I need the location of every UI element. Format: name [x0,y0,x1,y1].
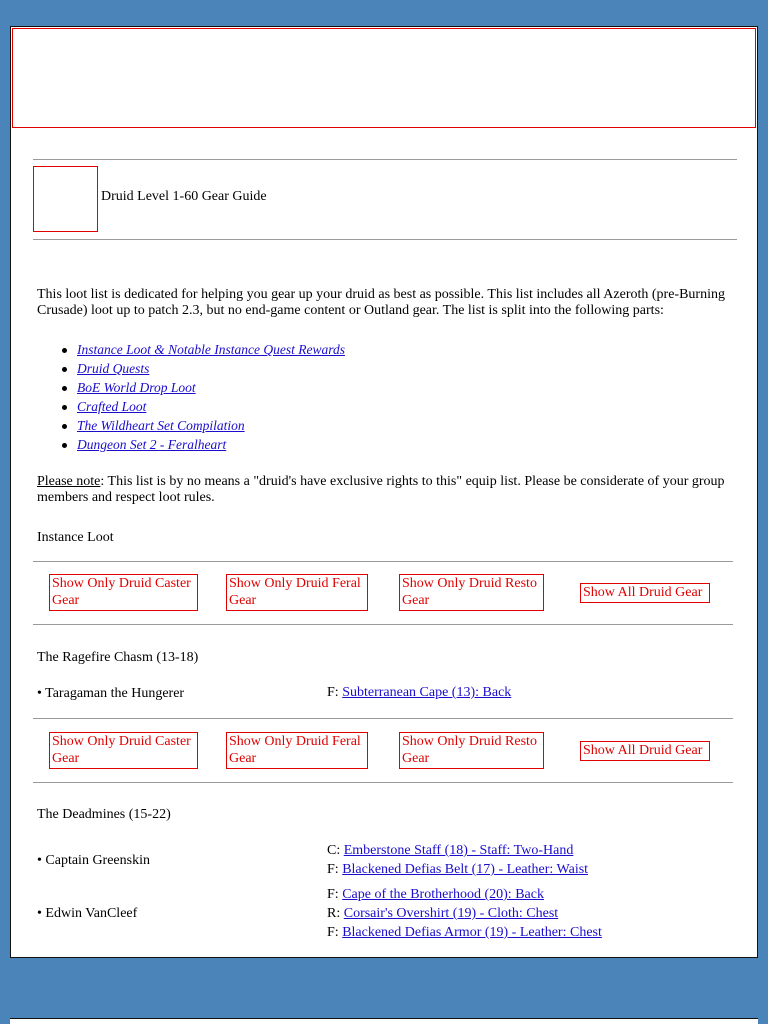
divider [33,159,737,160]
drop-line [327,923,602,942]
drop-line [327,683,511,702]
guide-icon-placeholder [33,166,98,232]
show-all-gear-button[interactable]: Show All Druid Gear [580,741,710,761]
instance-heading: The Deadmines (15-22) [37,807,171,822]
list-item [77,397,345,416]
page-title: Druid Level 1-60 Gear Guide [101,189,267,204]
drop-line [327,841,588,860]
boss-drops [327,683,511,702]
document-page [10,26,758,958]
part-link-druid-quests[interactable]: Druid Quests [77,361,150,376]
next-page-edge [10,1018,758,1024]
boss-drops [327,841,588,879]
divider [33,561,733,562]
list-item [77,340,345,359]
show-caster-gear-button[interactable]: Show Only Druid Caster Gear [49,574,198,611]
part-link-feralheart-set[interactable]: Dungeon Set 2 - Feralheart [77,437,227,452]
drop-line [327,860,588,879]
part-link-boe-world-drops[interactable]: BoE World Drop Loot [77,380,196,395]
show-all-gear-button[interactable]: Show All Druid Gear [580,583,710,603]
item-link[interactable]: Cape of the Brotherhood (20): Back [342,887,544,902]
intro-paragraph: This loot list is dedicated for helping you gear up your druid as best as possible. This list includes all Azeroth (pre-Burning Crusade) loot up to patch 2.3, but no end-game content or Outland gear. The list is split into the following parts: [37,287,725,318]
list-item [77,359,345,378]
part-link-crafted-loot[interactable]: Crafted Loot [77,399,147,414]
divider [33,624,733,625]
banner-placeholder [12,28,756,128]
drop-prefix: F: [327,862,343,877]
divider [33,239,737,240]
drop-line [327,885,602,904]
item-link[interactable]: Subterranean Cape (13): Back [342,685,512,700]
list-item [77,416,345,435]
part-link-instance-loot[interactable]: Instance Loot & Notable Instance Quest Rewards [77,342,345,357]
drop-line [327,904,602,923]
instance-heading: The Ragefire Chasm (13-18) [37,650,199,665]
note-text: : This list is by no means a "druid's have exclusive rights to this" equip list. Please be considerate of your group members and respect loot rules. [37,474,725,505]
divider [33,782,733,783]
boss-name: • Edwin VanCleef [37,906,138,921]
item-link[interactable]: Blackened Defias Belt (17) - Leather: Waist [342,862,589,877]
list-item [77,435,345,454]
note-paragraph [37,474,737,506]
drop-prefix: F: [327,925,343,940]
item-link[interactable]: Emberstone Staff (18) - Staff: Two-Hand [343,843,574,858]
divider [33,718,733,719]
item-link[interactable]: Corsair's Overshirt (19) - Cloth: Chest [343,906,559,921]
boss-name: • Taragaman the Hungerer [37,686,185,701]
show-resto-gear-button[interactable]: Show Only Druid Resto Gear [399,732,544,769]
drop-prefix: F: [327,887,343,902]
boss-name: • Captain Greenskin [37,853,150,868]
drop-prefix: C: [327,843,344,858]
note-label: Please note [37,474,101,489]
boss-drops [327,885,602,942]
section-heading: Instance Loot [37,530,114,545]
show-caster-gear-button[interactable]: Show Only Druid Caster Gear [49,732,198,769]
item-link[interactable]: Blackened Defias Armor (19) - Leather: Chest [342,925,602,940]
show-resto-gear-button[interactable]: Show Only Druid Resto Gear [399,574,544,611]
part-link-wildheart-set[interactable]: The Wildheart Set Compilation [77,418,245,433]
show-feral-gear-button[interactable]: Show Only Druid Feral Gear [226,574,368,611]
list-item [77,378,345,397]
parts-list [37,340,345,454]
drop-prefix: R: [327,906,344,921]
drop-prefix: F: [327,685,343,700]
show-feral-gear-button[interactable]: Show Only Druid Feral Gear [226,732,368,769]
